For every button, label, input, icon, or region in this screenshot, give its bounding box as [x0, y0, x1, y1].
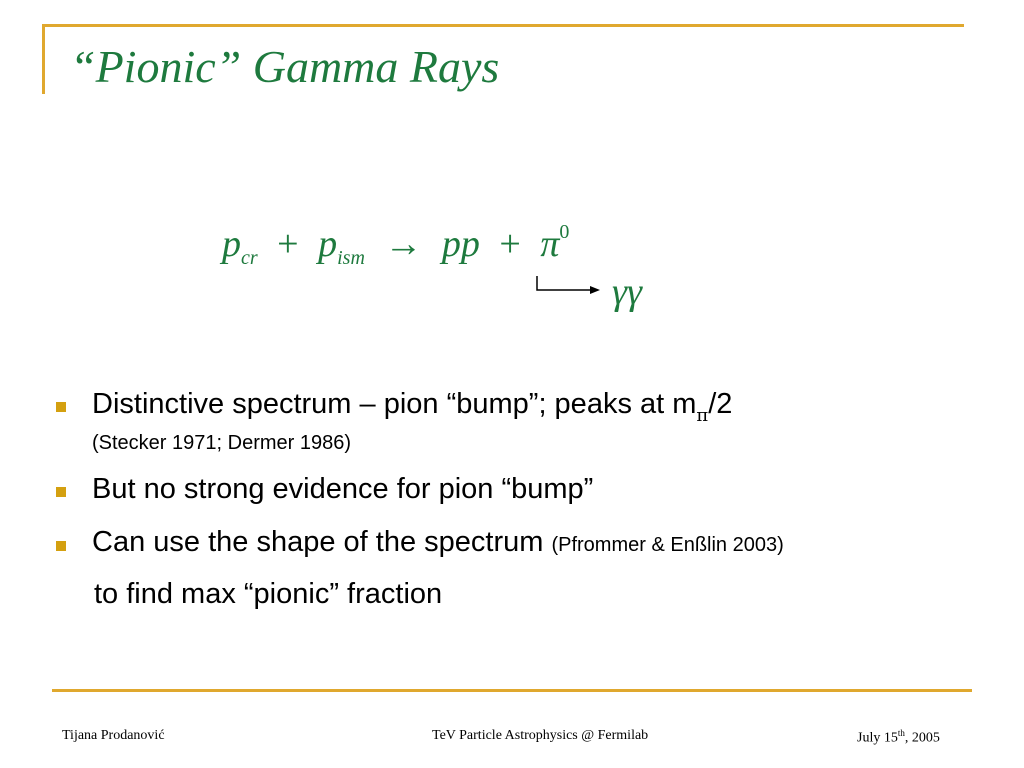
proton-cr-subscript: cr — [241, 247, 258, 269]
left-border-line — [42, 24, 45, 94]
proton-pair: pp — [441, 223, 480, 265]
plus-sign: + — [277, 223, 299, 265]
reaction-equation — [222, 221, 570, 269]
footer-event: TeV Particle Astrophysics @ Fermilab — [432, 728, 649, 743]
bullet-3-citation: (Pfrommer & Enßlin 2003) — [551, 534, 784, 556]
footer-author: Tijana Prodanović — [62, 728, 165, 743]
bullet-1-main: Distinctive spectrum – pion “bump”; peaks at m — [92, 388, 697, 420]
plus-sign-2: + — [499, 223, 521, 265]
bullet-1-tail: /2 — [708, 388, 733, 420]
bullet-marker-2 — [56, 487, 66, 497]
reaction-arrow: → — [384, 223, 423, 265]
neutral-pion: π — [540, 223, 560, 265]
footer-date-main: July 15 — [857, 730, 898, 746]
pion-charge-superscript: 0 — [559, 221, 570, 243]
bullet-1-text — [92, 388, 733, 426]
footer-date-year: , 2005 — [904, 730, 940, 746]
slide-title: “Pionic” Gamma Rays — [70, 41, 500, 92]
bullet-2-text: But no strong evidence for pion “bump” — [92, 473, 594, 505]
decay-arrow-icon — [534, 276, 604, 296]
footer-date — [857, 728, 940, 747]
proton-ism-subscript: ism — [337, 247, 365, 269]
bullet-marker-3 — [56, 541, 66, 551]
proton-ism: p — [318, 223, 338, 265]
bullet-3-text — [92, 526, 784, 559]
bullet-1-citation: (Stecker 1971; Dermer 1986) — [92, 432, 352, 454]
gamma-pair: γγ — [612, 271, 642, 313]
top-border-line — [44, 24, 964, 27]
footer-divider — [52, 689, 972, 692]
bullet-3-continuation: to find max “pionic” fraction — [94, 578, 443, 610]
proton-cr: p — [222, 223, 241, 265]
bullet-marker-1 — [56, 402, 66, 412]
footer-date-suffix: th — [897, 728, 905, 738]
pion-subscript: π — [696, 405, 709, 426]
bullet-3-main: Can use the shape of the spectrum — [92, 526, 552, 558]
